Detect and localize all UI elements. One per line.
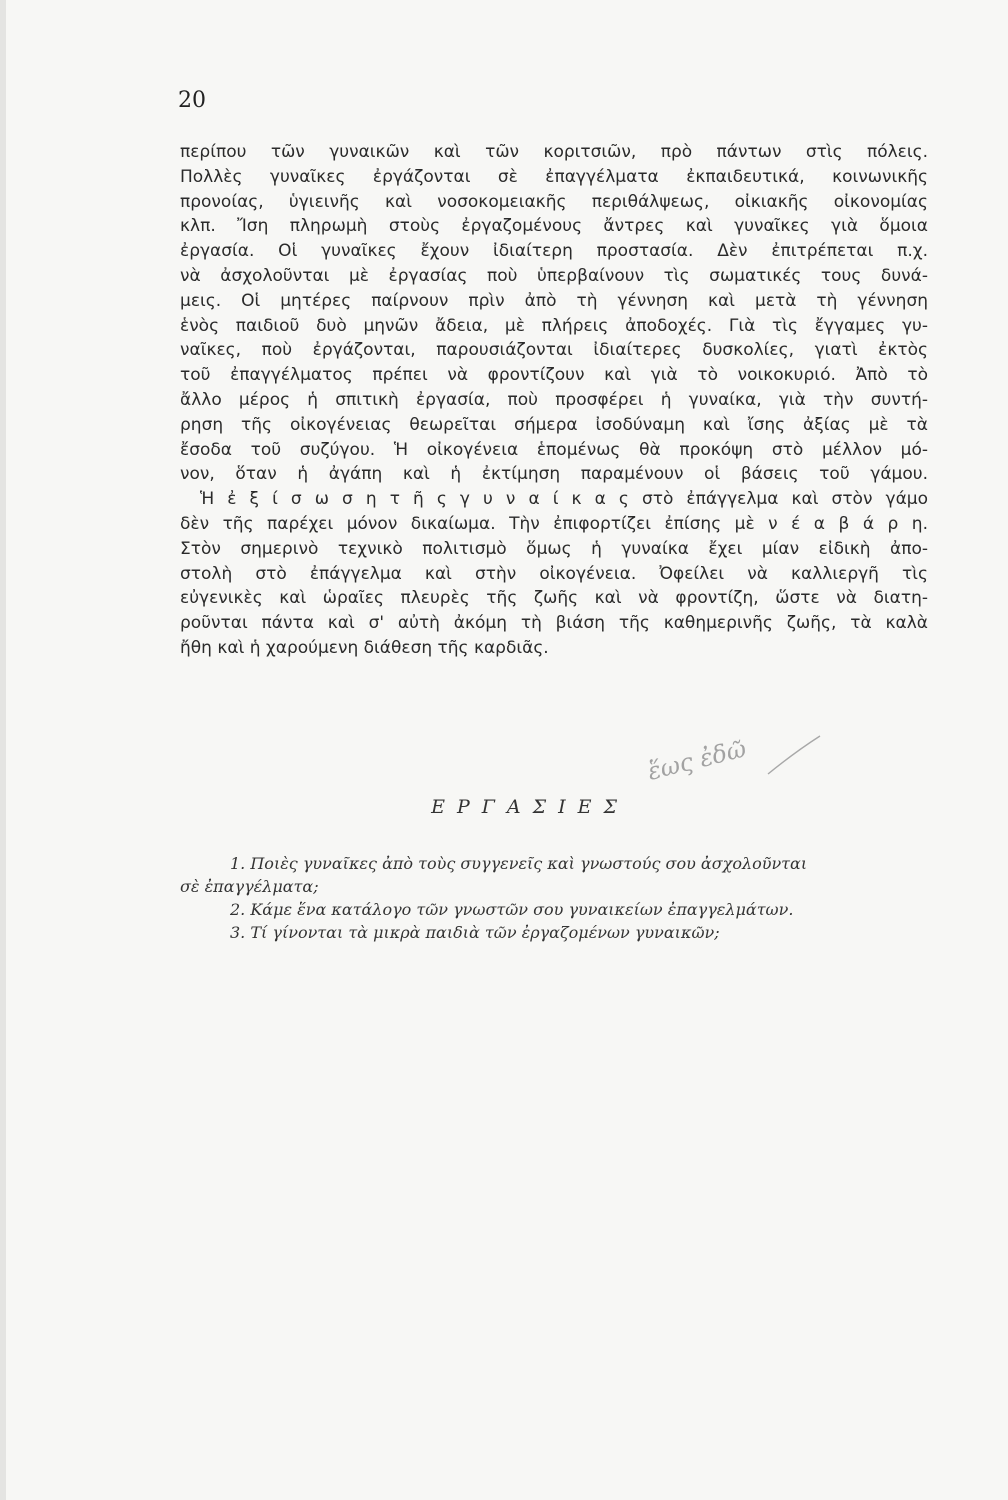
exercise-item: 3. Τί γίνονται τὰ μικρὰ παιδιὰ τῶν ἐργαζομένων γυναικῶν; xyxy=(230,923,720,942)
exercise-item: 1. Ποιὲς γυναῖκες ἀπὸ τοὺς συγγενεῖς καὶ γνωστούς σου ἀσχολοῦνται xyxy=(230,854,808,873)
text-line: εὐγενικὲς καὶ ὡραῖες πλευρὲς τῆς ζωῆς καὶ νὰ φροντίζη, ὥστε νὰ διατη- xyxy=(180,588,928,609)
text-line: δὲν τῆς παρέχει μόνον δικαίωμα. Τὴν ἐπιφορτίζει ἐπίσης μὲ ν έ α β ά ρ η. xyxy=(180,513,928,534)
text-line: νὰ ἀσχολοῦνται μὲ ἐργασίας ποὺ ὑπερβαίνουν τὶς σωματικές τους δυνά- xyxy=(180,265,928,286)
pencil-stroke xyxy=(768,736,820,774)
text-line: ἐργασία. Οἱ γυναῖκες ἔχουν ἰδιαίτερη προστασία. Δὲν ἐπιτρέπεται π.χ. xyxy=(180,241,928,262)
text-line: τοῦ ἐπαγγέλματος πρέπει νὰ φροντίζουν καὶ γιὰ τὸ νοικοκυριό. Ἀπὸ τὸ xyxy=(180,365,928,386)
text-line: κλπ. Ἴση πληρωμὴ στοὺς ἐργαζομένους ἄντρες καὶ γυναῖκες γιὰ ὅμοια xyxy=(180,216,928,237)
text-line: ναῖκες, ποὺ ἐργάζονται, παρουσιάζονται ἰδιαίτερες δυσκολίες, γιατὶ ἐκτὸς xyxy=(180,340,928,361)
text-line: μεις. Οἱ μητέρες παίρνουν πρὶν ἀπὸ τὴ γέννηση καὶ μετὰ τὴ γέννηση xyxy=(180,290,928,311)
text-line: Στὸν σημερινὸ τεχνικὸ πολιτισμὸ ὅμως ἡ γυναίκα ἔχει μίαν εἰδικὴ ἀπο- xyxy=(180,538,928,559)
text-line: ροῦνται πάντα καὶ σ' αὐτὴ ἀκόμη τὴ βιάση τῆς καθημερινῆς ζωῆς, τὰ καλὰ xyxy=(180,613,928,634)
text-line: ἤθη καὶ ἡ χαρούμενη διάθεση τῆς καρδιᾶς. xyxy=(180,637,549,658)
text-line: Ἡ ἐ ξ ί σ ω σ η τ ῆ ς γ υ ν α ί κ α ς στὸ ἐπάγγελμα καὶ στὸν γάμο xyxy=(200,489,928,510)
text-line: ἑνὸς παιδιοῦ δυὸ μηνῶν ἄδεια, μὲ πλήρεις ἀποδοχές. Γιὰ τὶς ἔγγαμες γυ- xyxy=(180,315,928,336)
exercises-list xyxy=(180,852,930,944)
body-text xyxy=(180,140,928,661)
text-line: Πολλὲς γυναῖκες ἐργάζονται σὲ ἐπαγγέλματα ἐκπαιδευτικά, κοινωνικῆς xyxy=(180,166,928,187)
text-line: ἔσοδα τοῦ συζύγου. Ἡ οἰκογένεια ἑπομένως θὰ προκόψη στὸ μέλλον μό- xyxy=(180,439,928,460)
exercise-item: 2. Κάμε ἕνα κατάλογο τῶν γνωστῶν σου γυναικείων ἐπαγγελμάτων. xyxy=(230,900,794,919)
text-line: ἄλλο μέρος ἡ σπιτικὴ ἐργασία, ποὺ προσφέρει ἡ γυναίκα, γιὰ τὴν συντή- xyxy=(180,389,928,410)
text-line: στολὴ στὸ ἐπάγγελμα καὶ στὴν οἰκογένεια. Ὀφείλει νὰ καλλιεργῆ τὶς xyxy=(180,563,928,584)
text-line: προνοίας, ὑγιεινῆς καὶ νοσοκομειακῆς περιθάλψεως, οἰκιακῆς οἰκονομίας xyxy=(180,191,928,212)
text-line: περίπου τῶν γυναικῶν καὶ τῶν κοριτσιῶν, πρὸ πάντων στὶς πόλεις. xyxy=(180,142,928,162)
handwritten-note-text: ἕως ἐδῶ xyxy=(644,734,749,786)
exercises-heading: ΕΡΓΑΣΙΕΣ xyxy=(431,796,629,818)
text-line: νον, ὅταν ἡ ἀγάπη καὶ ἡ ἐκτίμηση παραμένουν οἱ βάσεις τοῦ γάμου. xyxy=(180,464,928,485)
page-number: 20 xyxy=(178,88,206,113)
text-line: ρηση τῆς οἰκογένειας θεωρεῖται σήμερα ἰσοδύναμη καὶ ἴσης ἀξίας μὲ τὰ xyxy=(180,414,928,435)
handwritten-note xyxy=(640,730,840,800)
exercise-item-continued: σὲ ἐπαγγέλματα; xyxy=(180,877,319,896)
page-edge xyxy=(0,0,6,1500)
